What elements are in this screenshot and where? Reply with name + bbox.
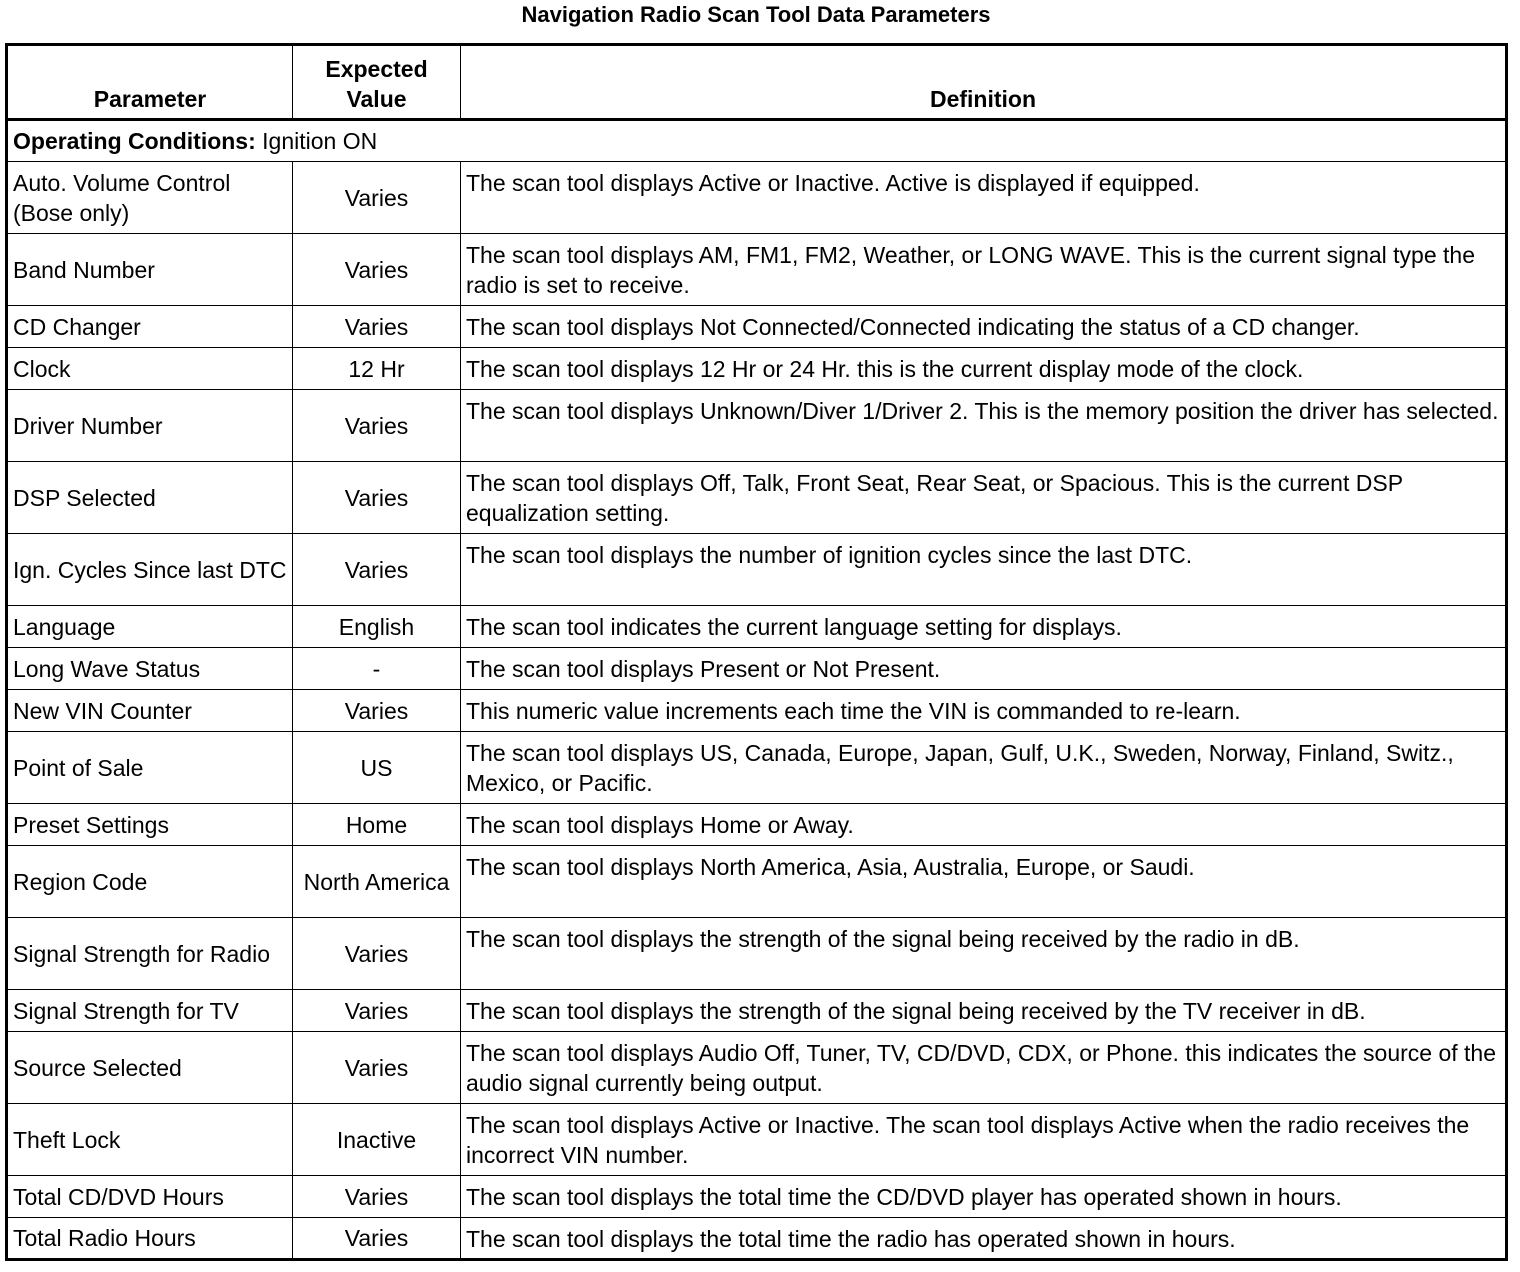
parameter-cell: Band Number (7, 234, 293, 306)
parameter-cell: Total CD/DVD Hours (7, 1176, 293, 1218)
column-header-expected-value (293, 45, 461, 120)
expected-value-cell: Varies (293, 990, 461, 1032)
table-row (7, 1104, 1507, 1176)
definition-cell: The scan tool displays Off, Talk, Front Seat, Rear Seat, or Spacious. This is the current DSP equalization setting. (461, 462, 1507, 534)
parameter-cell: DSP Selected (7, 462, 293, 534)
parameter-cell: Auto. Volume Control (Bose only) (7, 162, 293, 234)
parameter-cell: Signal Strength for Radio (7, 918, 293, 990)
operating-conditions-label: Operating Conditions: (13, 128, 256, 154)
expected-value-cell: Varies (293, 534, 461, 606)
parameter-cell: Signal Strength for TV (7, 990, 293, 1032)
parameter-cell: Point of Sale (7, 732, 293, 804)
table-row (7, 846, 1507, 918)
parameter-cell: Source Selected (7, 1032, 293, 1104)
table-row (7, 918, 1507, 990)
expected-value-cell: Varies (293, 234, 461, 306)
parameter-cell: Region Code (7, 846, 293, 918)
expected-value-cell: US (293, 732, 461, 804)
table-row (7, 306, 1507, 348)
definition-cell: The scan tool displays Unknown/Diver 1/Driver 2. This is the memory position the driver has selected. (461, 390, 1507, 462)
definition-cell: The scan tool displays Home or Away. (461, 804, 1507, 846)
table-row (7, 648, 1507, 690)
expected-value-cell: Varies (293, 918, 461, 990)
operating-conditions-row (7, 120, 1507, 162)
table-row (7, 804, 1507, 846)
definition-cell: The scan tool displays Active or Inactive. Active is displayed if equipped. (461, 162, 1507, 234)
expected-value-cell: North America (293, 846, 461, 918)
table-row (7, 990, 1507, 1032)
definition-cell: The scan tool displays the strength of the signal being received by the TV receiver in dB. (461, 990, 1507, 1032)
column-header-parameter: Parameter (7, 45, 293, 120)
table-row (7, 1032, 1507, 1104)
page-title: Navigation Radio Scan Tool Data Parameters (521, 2, 991, 27)
expected-value-cell: Varies (293, 306, 461, 348)
parameters-table (5, 43, 1508, 1261)
table-row (7, 234, 1507, 306)
definition-cell: The scan tool displays the strength of the signal being received by the radio in dB. (461, 918, 1507, 990)
expected-value-cell: Varies (293, 162, 461, 234)
expected-value-cell: English (293, 606, 461, 648)
table-row (7, 1176, 1507, 1218)
definition-cell: The scan tool displays Audio Off, Tuner, TV, CD/DVD, CDX, or Phone. this indicates the source of the audio signal currently being output. (461, 1032, 1507, 1104)
expected-value-cell: Inactive (293, 1104, 461, 1176)
parameter-cell: Clock (7, 348, 293, 390)
expected-value-cell: Home (293, 804, 461, 846)
parameter-cell: Driver Number (7, 390, 293, 462)
definition-cell: The scan tool displays US, Canada, Europe, Japan, Gulf, U.K., Sweden, Norway, Finland, Switz., Mexico, or Pacific. (461, 732, 1507, 804)
definition-cell: The scan tool displays Present or Not Present. (461, 648, 1507, 690)
parameter-cell: Language (7, 606, 293, 648)
parameter-cell: Total Radio Hours (7, 1218, 293, 1260)
table-row (7, 162, 1507, 234)
expected-value-cell: Varies (293, 690, 461, 732)
table-row (7, 348, 1507, 390)
definition-cell: The scan tool displays 12 Hr or 24 Hr. this is the current display mode of the clock. (461, 348, 1507, 390)
table-row (7, 606, 1507, 648)
definition-cell: The scan tool displays the total time the CD/DVD player has operated shown in hours. (461, 1176, 1507, 1218)
column-header-expected-line2: Value (346, 86, 407, 112)
definition-cell: The scan tool displays AM, FM1, FM2, Weather, or LONG WAVE. This is the current signal type the radio is set to receive. (461, 234, 1507, 306)
definition-cell: The scan tool displays North America, Asia, Australia, Europe, or Saudi. (461, 846, 1507, 918)
table-row (7, 462, 1507, 534)
expected-value-cell: - (293, 648, 461, 690)
table-header-row (7, 45, 1507, 120)
parameter-cell: Long Wave Status (7, 648, 293, 690)
table-row (7, 690, 1507, 732)
column-header-definition: Definition (461, 45, 1507, 120)
operating-conditions-value: Ignition ON (255, 128, 378, 154)
definition-cell: The scan tool indicates the current language setting for displays. (461, 606, 1507, 648)
operating-conditions-cell (7, 120, 1507, 162)
parameter-cell: New VIN Counter (7, 690, 293, 732)
parameter-cell: Theft Lock (7, 1104, 293, 1176)
definition-cell: The scan tool displays Not Connected/Connected indicating the status of a CD changer. (461, 306, 1507, 348)
table-row (7, 732, 1507, 804)
table-row (7, 1218, 1507, 1260)
table-row (7, 390, 1507, 462)
expected-value-cell: Varies (293, 390, 461, 462)
parameter-cell: Ign. Cycles Since last DTC (7, 534, 293, 606)
definition-cell: The scan tool displays the total time the radio has operated shown in hours. (461, 1218, 1507, 1260)
expected-value-cell: Varies (293, 462, 461, 534)
column-header-expected-line1: Expected (325, 56, 428, 82)
expected-value-cell: Varies (293, 1176, 461, 1218)
expected-value-cell: Varies (293, 1032, 461, 1104)
definition-cell: The scan tool displays the number of ignition cycles since the last DTC. (461, 534, 1507, 606)
definition-cell: This numeric value increments each time the VIN is commanded to re-learn. (461, 690, 1507, 732)
definition-cell: The scan tool displays Active or Inactive. The scan tool displays Active when the radio receives the incorrect VIN number. (461, 1104, 1507, 1176)
expected-value-cell: 12 Hr (293, 348, 461, 390)
parameter-cell: CD Changer (7, 306, 293, 348)
parameter-cell: Preset Settings (7, 804, 293, 846)
expected-value-cell: Varies (293, 1218, 461, 1260)
table-row (7, 534, 1507, 606)
